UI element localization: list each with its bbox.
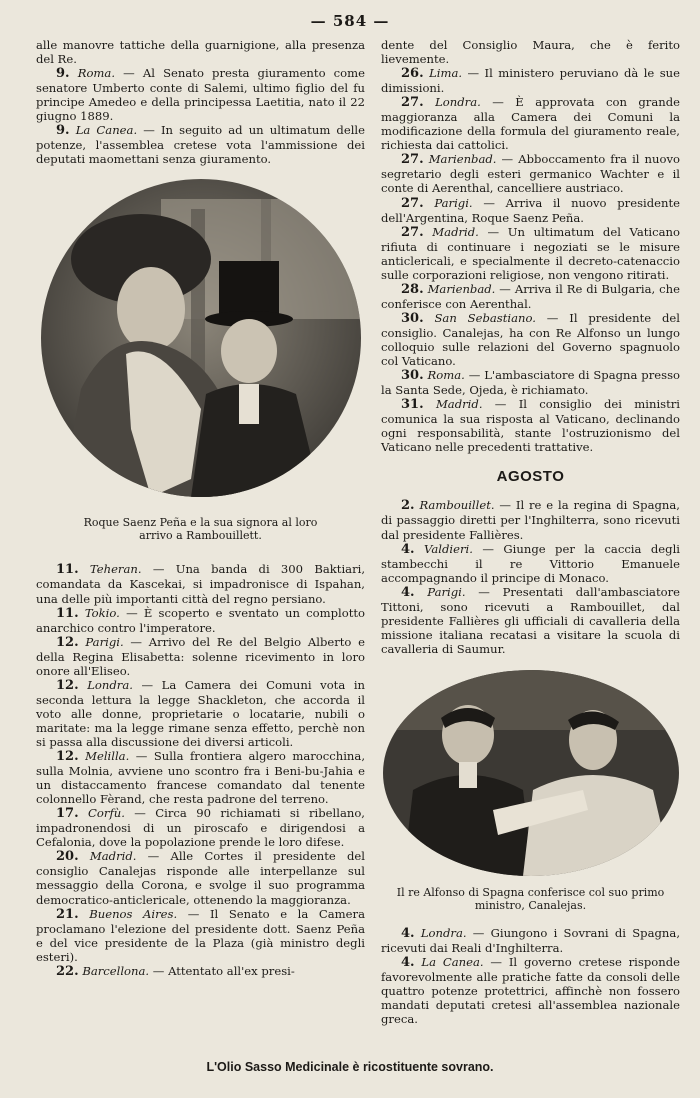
- left-top-entries: [36, 38, 365, 166]
- chronicle-entry: [381, 196, 680, 225]
- entry-place: Valdieri.: [424, 541, 473, 556]
- entry-place: Buenos Aires.: [89, 906, 178, 921]
- chronicle-entry: [381, 282, 680, 311]
- chronicle-entry: [36, 907, 365, 964]
- left-column: [36, 38, 365, 979]
- entry-text: — Il governo cretese risponde favorevolmente alle pratiche fatte da consoli delle quattro potenze protettrici, affinchè non fossero mandati deputati cretesi all'assemblea nazionale greca.: [381, 955, 680, 1027]
- entry-place: Barcellona.: [82, 963, 150, 978]
- entry-date: 26.: [401, 66, 424, 82]
- entry-text: — Arrivo del Re del Belgio Alberto e della Regina Elisabetta: solenne ricevimento in loro onore all'Eliseo.: [36, 634, 366, 678]
- entry-text: — Giungono i Sovrani di Spagna, ricevuti dai Reali d'Inghilterra.: [381, 925, 680, 955]
- entry-place: Parigi.: [85, 634, 124, 649]
- entry-text: — Giunge per la caccia degli stambecchi il re Vittorio Emanuele accompagnando il principe di Monaco.: [381, 541, 681, 585]
- right-middle-entries: [381, 498, 680, 656]
- entry-place: Londra.: [435, 95, 481, 110]
- chronicle-entry: [36, 38, 365, 66]
- chronicle-entry: [36, 635, 365, 678]
- right-photo-caption: Il re Alfonso di Spagna conferisce col suo primo ministro, Canalejas.: [396, 885, 665, 912]
- entry-date: 4.: [401, 925, 415, 941]
- entry-place: Parigi.: [427, 584, 466, 599]
- left-photo-caption: Roque Saenz Peña e la sua signora al loro arrivo a Rambouillett.: [83, 516, 318, 543]
- entry-place: Rambouillet.: [419, 498, 495, 513]
- entry-place: Marienbad.: [427, 281, 496, 296]
- entry-place: Teheran.: [89, 562, 142, 577]
- photo-alfonso-canalejas: [383, 670, 679, 876]
- entry-text: — Arriva il nuovo presidente dell'Argentina, Roque Saenz Peña.: [381, 195, 680, 225]
- entry-date: 30.: [401, 310, 424, 326]
- chronicle-entry: [381, 95, 680, 152]
- entry-text: — Un ultimatum del Vaticano rifiuta di continuare i negoziati se le misure anticlericali, e specialmente il decreto-catenaccio sulle corporazioni religiose, non vengono ritirati.: [381, 224, 680, 282]
- entry-place: La Canea.: [421, 955, 484, 970]
- entry-date: 21.: [56, 906, 79, 922]
- entry-place: Madrid.: [89, 849, 137, 864]
- chronicle-entry: [381, 955, 680, 1026]
- chronicle-entry: [36, 123, 365, 166]
- chronicle-entry: [36, 562, 365, 605]
- entry-date: 9.: [56, 123, 70, 139]
- photo-roque-saenz-pena: [41, 179, 361, 497]
- chronicle-entry: [381, 311, 680, 368]
- entry-date: 12.: [56, 634, 79, 650]
- entry-text: — Arriva il Re di Bulgaria, che conferisce con Aerenthal.: [381, 281, 680, 311]
- entry-place: Roma.: [427, 368, 465, 383]
- chronicle-entry: [381, 498, 680, 541]
- entry-place: Madrid.: [432, 224, 479, 239]
- entry-text: — Alle Cortes il presidente del consiglio Canalejas risponde alle interpellanze sul messaggio della Corona, e svolge il suo programma democratico-anticlericale, ottenendo la maggioranza.: [36, 849, 365, 907]
- entry-text: — È approvata con grande maggioranza alla Camera dei Comuni la modificazione della formula del giuramento reale, richiesta dai cattolici.: [381, 95, 680, 153]
- entry-place: Corfù.: [88, 806, 125, 821]
- entry-place: San Sebastiano.: [434, 310, 536, 325]
- entry-date: 11.: [56, 562, 79, 578]
- entry-date: 12.: [56, 677, 79, 693]
- entry-date: 4.: [401, 955, 415, 971]
- entry-text: — Sulla frontiera algero marocchina, sulla Molnia, avviene uno scontro fra i Beni-bu-Jahia e un distaccamento francese comandato dal tenente colonnello Fèrand, che resta padrone del terreno.: [36, 749, 365, 807]
- entry-text: — Il re e la regina di Spagna, di passaggio diretti per l'Inghilterra, sono ricevuti dal presidente Fallières.: [381, 498, 680, 542]
- entry-place: La Canea.: [75, 123, 138, 138]
- entry-place: Melilla.: [85, 749, 130, 764]
- entry-place: Londra.: [420, 925, 467, 940]
- photo-couple-image: [41, 179, 361, 497]
- entry-date: 27.: [401, 195, 424, 211]
- entry-text: — Attentato all'ex presi-: [149, 963, 295, 978]
- right-top-entries: [381, 38, 680, 454]
- entry-date: 27.: [401, 95, 424, 111]
- entry-text: — Il consiglio dei ministri comunica la sua risposta al Vaticano, declinando ogni responsabilità, stante l'ostruzionismo del Vaticano nelle precedenti trattative.: [381, 397, 681, 455]
- entry-place: Roma.: [77, 66, 116, 81]
- chronicle-entry: [36, 749, 365, 806]
- chronicle-entry: [381, 38, 680, 66]
- entry-place: Londra.: [87, 677, 133, 692]
- entry-date: 27.: [401, 224, 424, 240]
- left-bottom-entries: [36, 562, 365, 978]
- entry-text: — Abboccamento fra il nuovo segretario degli esteri germanico Wachter e il conte di Aerenthal, cancelliere austriaco.: [381, 152, 681, 196]
- entry-text: — Il ministero peruviano dà le sue dimissioni.: [381, 66, 681, 96]
- chronicle-entry: [36, 806, 365, 849]
- chronicle-entry: [381, 926, 680, 955]
- entry-date: 31.: [401, 397, 424, 413]
- entry-date: 11.: [56, 605, 79, 621]
- entry-date: 2.: [401, 498, 415, 514]
- entry-place: Parigi.: [434, 195, 473, 210]
- entry-date: 27.: [401, 152, 424, 168]
- footer-advert: L'Olio Sasso Medicinale è ricostituente sovrano.: [206, 1060, 494, 1074]
- entry-date: 17.: [56, 806, 79, 822]
- entry-text: — Al Senato presta giuramento come senatore Umberto conte di Salemi, ultimo figlio del fu principe Amedeo e della principessa Laetitia, nato il 22 giugno 1889.: [36, 66, 366, 124]
- month-heading: AGOSTO: [496, 468, 565, 486]
- entry-text: — La Camera dei Comuni vota in seconda lettura la legge Shackleton, che accorda il voto alle donne, proprietarie o locatarie, nubili o maritate: ma la legge rimane senza effetto, perchè non si passa alla discussione dei diversi articoli.: [36, 677, 365, 749]
- entry-place: Tokio.: [84, 605, 120, 620]
- chronicle-entry: [381, 542, 680, 585]
- entry-text: — Una banda di 300 Baktiari, comandata da Kascekai, si impadronisce di Ispahan, una delle più importanti città del regno persiano.: [36, 562, 366, 606]
- entry-text: dente del Consiglio Maura, che è ferito lievemente.: [381, 38, 680, 67]
- entry-text: — Il presidente del consiglio. Canalejas, ha con Re Alfonso un lungo colloquio sulle relazioni del Governo spagnuolo col Vaticano.: [381, 310, 680, 369]
- entry-text: — Presentati dall'ambasciatore Tittoni, sono ricevuti a Rambouillet, dal presidente Fallières gli ufficiali di cavalleria della missione italiana recatasi a visitare la scuola di cavalleria di Saumur.: [381, 584, 680, 656]
- chronicle-entry: [381, 397, 680, 454]
- chronicle-entry: [36, 678, 365, 749]
- chronicle-entry: [381, 225, 680, 282]
- chronicle-entry: [381, 585, 680, 656]
- page-number: — 584 —: [310, 12, 390, 30]
- entry-place: Lima.: [429, 66, 463, 81]
- chronicle-entry: [36, 606, 365, 635]
- chronicle-entry: [36, 849, 365, 906]
- chronicle-entry: [36, 964, 365, 979]
- entry-text: — In seguito ad un ultimatum delle potenze, l'assemblea cretese vota l'ammissione dei deputati maomettani senza giuramento.: [36, 123, 365, 167]
- entry-date: 28.: [401, 281, 424, 297]
- entry-date: 20.: [56, 849, 79, 865]
- chronicle-entry: [381, 152, 680, 195]
- entry-date: 12.: [56, 749, 79, 765]
- right-bottom-entries: [381, 926, 680, 1026]
- entry-date: 4.: [401, 584, 415, 600]
- entry-date: 22.: [56, 963, 79, 979]
- entry-text: — Il Senato e la Camera proclamano l'elezione del presidente dott. Saenz Peña e del vice presidente de la Plaza (già ministro degli esteri).: [36, 906, 365, 964]
- chronicle-entry: [381, 368, 680, 397]
- photo-meeting-image: [383, 670, 679, 876]
- entry-place: Madrid.: [435, 397, 483, 412]
- chronicle-entry: [381, 66, 680, 95]
- entry-place: Marienbad.: [428, 152, 497, 167]
- entry-text: — L'ambasciatore di Spagna presso la Santa Sede, Ojeda, è richiamato.: [381, 368, 680, 398]
- entry-text: alle manovre tattiche della guarnigione, alla presenza del Re.: [36, 38, 365, 67]
- entry-date: 30.: [401, 368, 424, 384]
- entry-text: — Circa 90 richiamati si ribellano, impadronendosi di un piroscafo e dirigendosi a Cefalonia, dove la popolazione prende le loro difese.: [36, 806, 365, 850]
- entry-text: — È scoperto e sventato un complotto anarchico contro l'imperatore.: [36, 605, 365, 635]
- chronicle-entry: [36, 66, 365, 123]
- entry-date: 9.: [56, 66, 70, 82]
- entry-date: 4.: [401, 541, 415, 557]
- right-column: [381, 38, 680, 1026]
